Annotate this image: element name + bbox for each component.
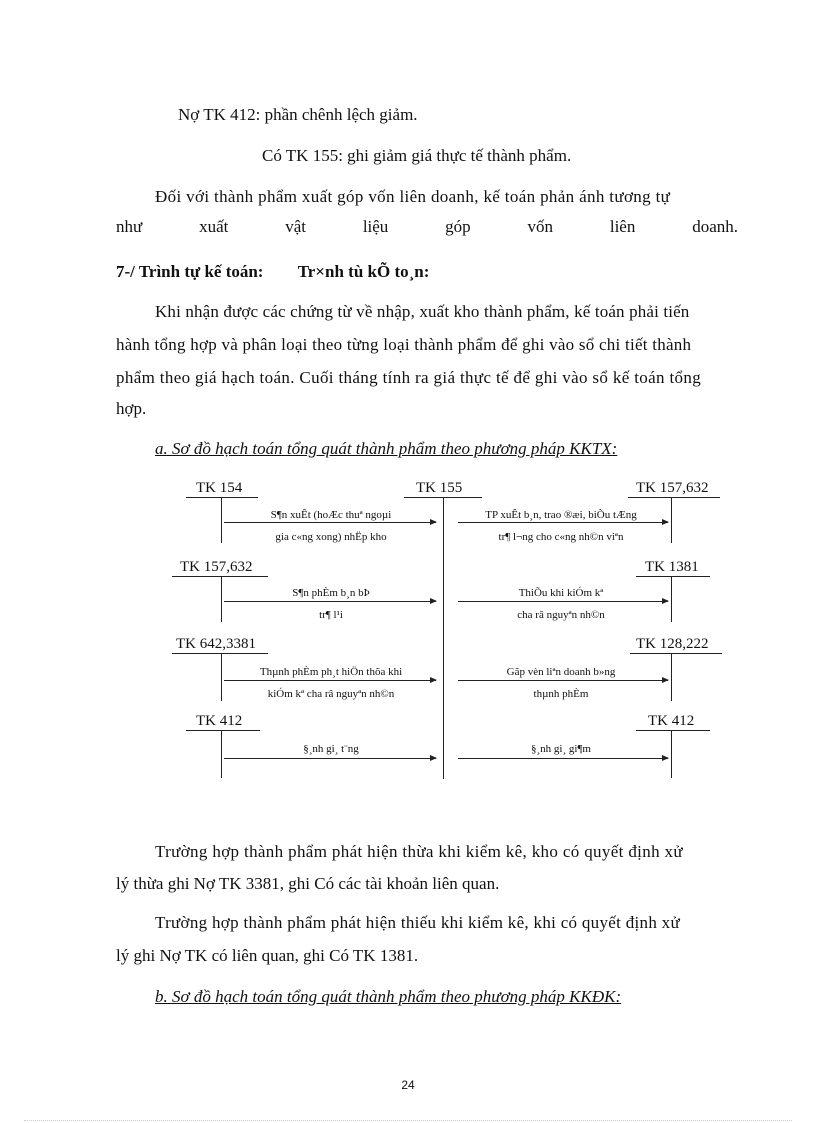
para4-line1: Trường hợp thành phẩm phát hiện thừa khi kiểm kê, kho có quyết định xử — [155, 842, 683, 861]
para3-line2: hành tổng hợp và phân loại theo từng loại thành phẩm để ghi vào sổ chi tiết thành — [116, 335, 692, 354]
row2-right-text-2: cha râ nguyªn nh©n — [517, 609, 605, 621]
account-label-tk6423381: TK 642,3381 — [176, 636, 256, 652]
word: liệu — [362, 217, 389, 236]
para5-line2: lý ghi Nợ TK có liên quan, ghi Có TK 1381. — [116, 946, 419, 965]
word: doanh. — [692, 217, 738, 236]
arrow-right — [224, 522, 436, 523]
para4-line2: lý thừa ghi Nợ TK 3381, ghi Có các tài khoản liên quan. — [116, 874, 500, 893]
t-account-top — [186, 497, 258, 498]
t-account-top — [636, 730, 710, 731]
account-label-tk157632-right: TK 157,632 — [636, 480, 709, 496]
row2-right-text-1: ThiÕu khi kiÓm kª — [518, 587, 604, 599]
footer-divider — [24, 1120, 792, 1121]
caption-a: a. Sơ đồ hạch toán tổng quát thành phẩm theo phương pháp KKTX: — [155, 439, 618, 458]
row4-right-text-1: §¸nh gi¸ gi¶m — [531, 743, 591, 755]
t-account-top — [172, 653, 268, 654]
account-label-tk128222: TK 128,222 — [636, 636, 709, 652]
account-label-tk154: TK 154 — [196, 480, 243, 496]
account-label-tk155: TK 155 — [416, 480, 463, 496]
arrow-right — [224, 758, 436, 759]
word: vốn — [527, 217, 553, 236]
t-account-top — [186, 730, 260, 731]
para3-line4: hợp. — [116, 399, 147, 418]
para3-line3: phẩm theo giá hạch toán. Cuối tháng tính ra giá thực tế để ghi vào sổ kế toán tổng — [116, 368, 702, 387]
t-account-top — [172, 576, 268, 577]
para5-line1: Trường hợp thành phẩm phát hiện thiếu khi kiểm kê, khi có quyết định xử — [155, 913, 680, 932]
row2-left-text-1: S¶n phÈm b¸n bÞ — [292, 587, 370, 599]
left-account-line — [221, 576, 222, 622]
para3-line1: Khi nhận được các chứng từ về nhập, xuất kho thành phẩm, kế toán phải tiến — [155, 302, 690, 321]
para1-line1: Nợ TK 412: phần chênh lệch giảm. — [178, 105, 418, 124]
row1-left-text-2: gia c«ng xong) nhËp kho — [275, 531, 387, 543]
word: liên — [609, 217, 636, 236]
section-7-heading-text: 7-/ Trình tự kế toán: — [116, 262, 264, 281]
section-7-heading-garbled: Tr×nh tù kÕ to¸n: — [297, 262, 430, 281]
row1-right-text-2: tr¶ l¬ng cho c«ng nh©n viªn — [498, 531, 624, 543]
row2-left-text-2: tr¶ l¹i — [319, 609, 343, 621]
t-account-top — [636, 576, 710, 577]
para1-line2: Có TK 155: ghi giảm giá thực tế thành phẩm. — [262, 146, 572, 165]
row4-left-text-1: §¸nh gi¸ t¨ng — [303, 743, 359, 755]
arrow-right — [458, 601, 668, 602]
row1-right-text-1: TP xuÊt b¸n, trao ®æi, biÕu tÆng — [485, 509, 637, 521]
account-label-tk412-left: TK 412 — [196, 713, 243, 729]
arrow-right — [458, 680, 668, 681]
left-account-line — [221, 730, 222, 778]
word: xuất — [199, 217, 229, 236]
word: như — [116, 217, 143, 236]
t-account-top — [630, 653, 722, 654]
left-account-line — [221, 497, 222, 543]
caption-b: b. Sơ đồ hạch toán tổng quát thành phẩm theo phương pháp KKĐK: — [155, 987, 622, 1006]
row3-right-text-1: Gãp vèn liªn doanh b»ng — [506, 666, 616, 678]
word: vật — [285, 217, 306, 236]
account-label-tk157632-left: TK 157,632 — [180, 559, 253, 575]
row3-right-text-2: thµnh phÈm — [533, 688, 589, 700]
word: góp — [445, 217, 471, 236]
arrow-right — [224, 680, 436, 681]
center-account-line — [443, 497, 444, 779]
t-account-top — [628, 497, 720, 498]
arrow-right — [458, 758, 668, 759]
page-number: 24 — [401, 1078, 415, 1092]
row1-left-text-1: S¶n xuÊt (hoÆc thuª ngoµi — [270, 509, 392, 521]
left-account-line — [221, 653, 222, 701]
account-label-tk412-right: TK 412 — [648, 713, 695, 729]
account-label-tk1381: TK 1381 — [645, 559, 699, 575]
row3-left-text-2: kiÓm kª cha râ nguyªn nh©n — [267, 688, 395, 700]
arrow-right — [458, 522, 668, 523]
arrow-right — [224, 601, 436, 602]
row3-left-text-1: Thµnh phÈm ph¸t hiÖn thõa khi — [259, 666, 403, 678]
para2-line1: Đối với thành phẩm xuất góp vốn liên doanh, kế toán phản ánh tương tự — [155, 187, 671, 206]
